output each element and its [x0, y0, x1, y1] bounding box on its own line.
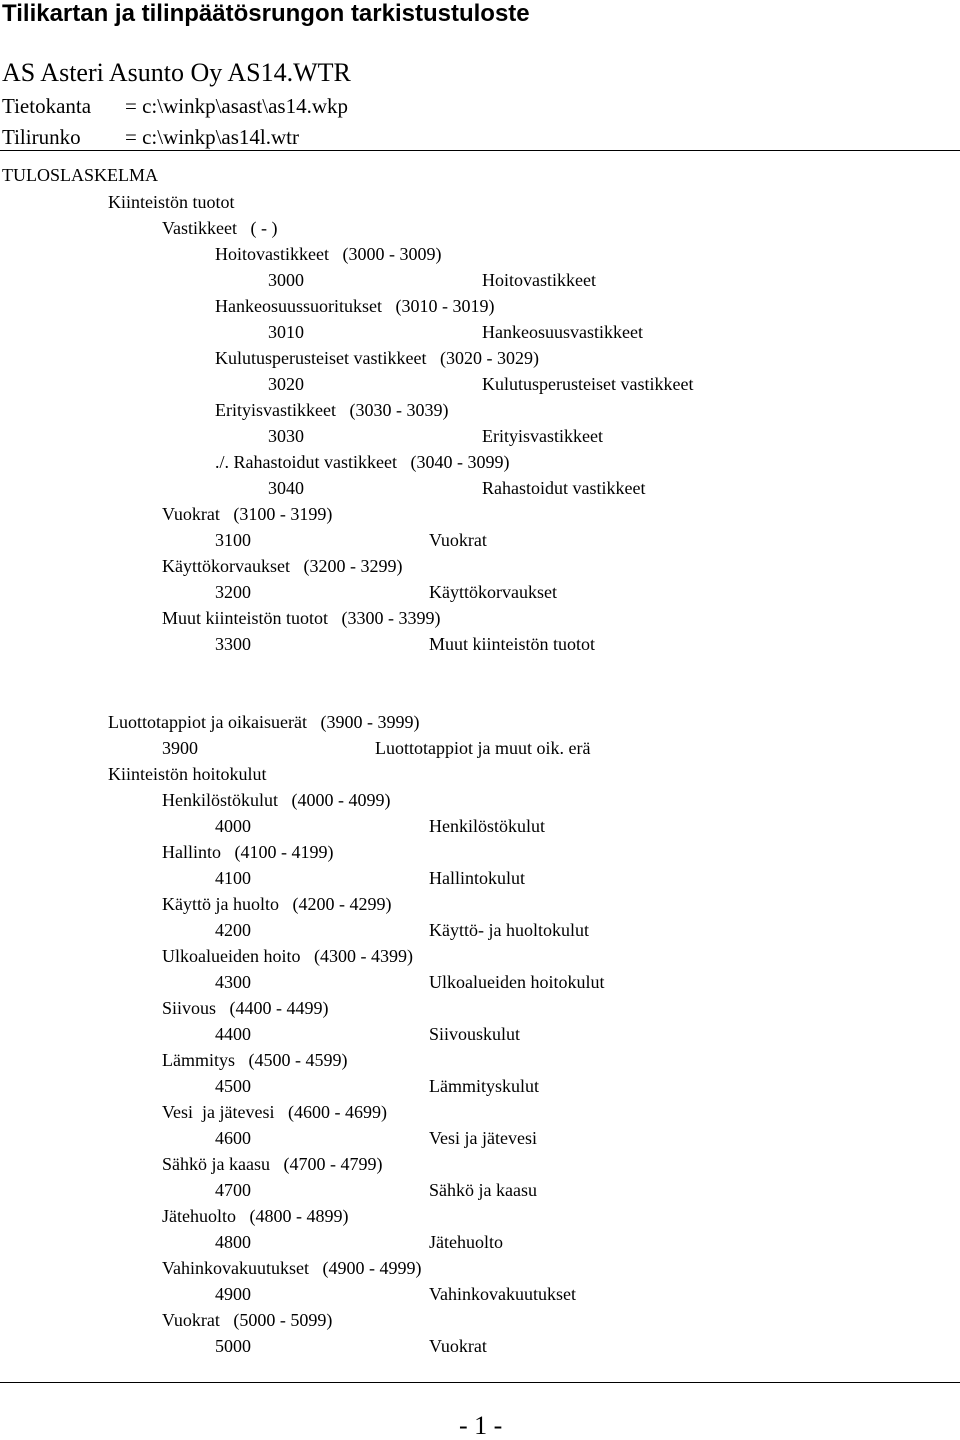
group-heading: Ulkoalueiden hoito (4300 - 4399) — [162, 946, 413, 966]
account-number: 4400 — [215, 1024, 251, 1044]
account-name: Vuokrat — [429, 1336, 487, 1356]
account-name: Jätehuolto — [429, 1232, 503, 1252]
account-number: 3000 — [268, 270, 304, 290]
database-label: Tietokanta — [2, 94, 92, 118]
account-number: 4700 — [215, 1180, 251, 1200]
section-heading: TULOSLASKELMA — [2, 165, 158, 185]
account-number: 5000 — [215, 1336, 251, 1356]
group-heading: Erityisvastikkeet (3030 - 3039) — [215, 400, 449, 420]
account-name: Vahinkovakuutukset — [429, 1284, 576, 1304]
page-number: - 1 - — [459, 1411, 503, 1440]
account-number: 3300 — [215, 634, 251, 654]
account-name: Hoitovastikkeet — [482, 270, 596, 290]
group-heading: Sähkö ja kaasu (4700 - 4799) — [162, 1154, 383, 1174]
account-number: 4000 — [215, 816, 251, 836]
account-number: 4300 — [215, 972, 251, 992]
account-number: 4100 — [215, 868, 251, 888]
group-heading: Kiinteistön hoitokulut — [108, 764, 267, 784]
account-number: 3010 — [268, 322, 304, 342]
account-name: Sähkö ja kaasu — [429, 1180, 537, 1200]
group-heading: Vastikkeet ( - ) — [162, 218, 278, 238]
account-name: Muut kiinteistön tuotot — [429, 634, 596, 654]
database-value: = c:\winkp\asast\as14.wkp — [125, 94, 348, 118]
group-heading: Hallinto (4100 - 4199) — [162, 842, 334, 862]
group-heading: Siivous (4400 - 4499) — [162, 998, 329, 1018]
account-number: 4600 — [215, 1128, 251, 1148]
group-heading: Lämmitys (4500 - 4599) — [162, 1050, 348, 1070]
company-name: AS Asteri Asunto Oy AS14.WTR — [2, 58, 351, 87]
account-name: Hankeosuusvastikkeet — [482, 322, 643, 342]
account-number: 4900 — [215, 1284, 251, 1304]
account-number: 4200 — [215, 920, 251, 940]
account-number: 3200 — [215, 582, 251, 602]
group-heading: Luottotappiot ja oikaisuerät (3900 - 3999) — [108, 712, 420, 732]
account-number: 3040 — [268, 478, 304, 498]
account-name: Henkilöstökulut — [429, 816, 545, 836]
account-name: Käyttö- ja huoltokulut — [429, 920, 589, 940]
account-name: Hallintokulut — [429, 868, 525, 888]
report-title: Tilikartan ja tilinpäätösrungon tarkistustuloste — [2, 0, 530, 27]
group-heading: Muut kiinteistön tuotot (3300 - 3399) — [162, 608, 441, 628]
account-name: Vesi ja jätevesi — [429, 1128, 537, 1148]
group-heading: Vuokrat (5000 - 5099) — [162, 1310, 333, 1330]
group-heading: Kulutusperusteiset vastikkeet (3020 - 3029) — [215, 348, 539, 368]
group-heading: Hankeosuussuoritukset (3010 - 3019) — [215, 296, 495, 316]
group-heading: Henkilöstökulut (4000 - 4099) — [162, 790, 391, 810]
account-name: Luottotappiot ja muut oik. erä — [375, 738, 591, 758]
group-heading: Vahinkovakuutukset (4900 - 4999) — [162, 1258, 422, 1278]
account-number: 3900 — [162, 738, 198, 758]
account-name: Vuokrat — [429, 530, 487, 550]
account-name: Lämmityskulut — [429, 1076, 539, 1096]
account-name: Käyttökorvaukset — [429, 582, 557, 602]
account-number: 3020 — [268, 374, 304, 394]
group-heading: ./. Rahastoidut vastikkeet (3040 - 3099) — [215, 452, 510, 472]
account-name: Ulkoalueiden hoitokulut — [429, 972, 605, 992]
account-name: Erityisvastikkeet — [482, 426, 603, 446]
chart-of-accounts-label: Tilirunko — [2, 125, 81, 149]
account-name: Siivouskulut — [429, 1024, 521, 1044]
group-heading: Jätehuolto (4800 - 4899) — [162, 1206, 349, 1226]
account-name: Rahastoidut vastikkeet — [482, 478, 646, 498]
group-heading: Käyttö ja huolto (4200 - 4299) — [162, 894, 392, 914]
group-heading: Kiinteistön tuotot — [108, 192, 235, 212]
account-number: 3030 — [268, 426, 304, 446]
group-heading: Hoitovastikkeet (3000 - 3009) — [215, 244, 442, 264]
group-heading: Vesi ja jätevesi (4600 - 4699) — [162, 1102, 387, 1122]
chart-of-accounts-value: = c:\winkp\as14l.wtr — [125, 125, 299, 149]
group-heading: Käyttökorvaukset (3200 - 3299) — [162, 556, 403, 576]
account-name: Kulutusperusteiset vastikkeet — [482, 374, 694, 394]
header-divider — [0, 150, 960, 151]
account-number: 3100 — [215, 530, 251, 550]
group-heading: Vuokrat (3100 - 3199) — [162, 504, 333, 524]
footer-divider — [0, 1382, 960, 1383]
account-number: 4500 — [215, 1076, 251, 1096]
account-number: 4800 — [215, 1232, 251, 1252]
